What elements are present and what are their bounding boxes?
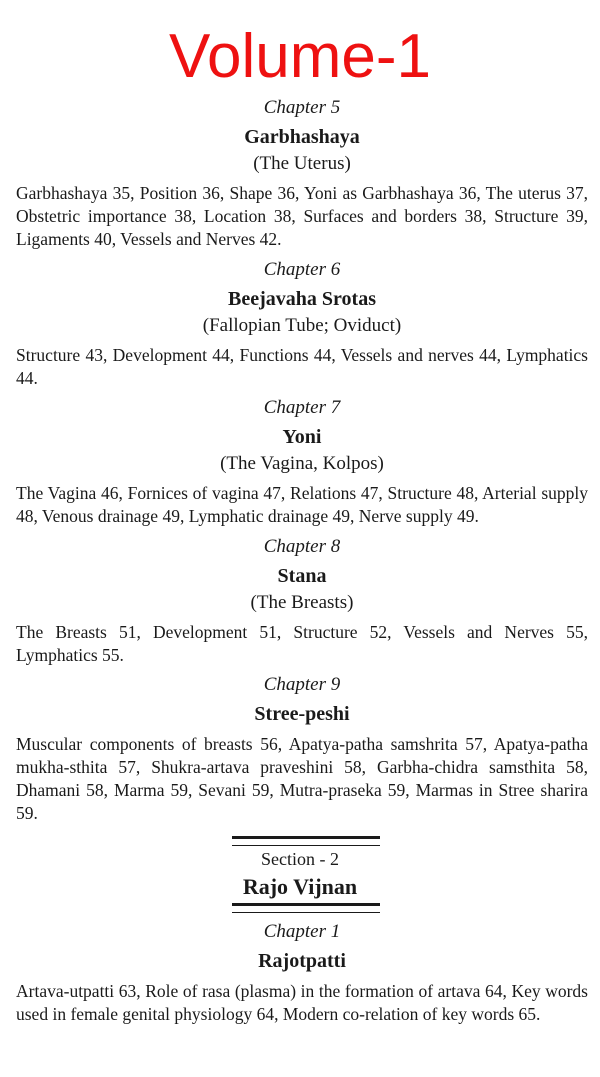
chapter-contents: Artava-utpatti 63, Role of rasa (plasma) in the formation of artava 64, Key words used in female genital physiology 64, Modern co-relation of key words 65. (16, 981, 588, 1024)
chapter-8-block (16, 535, 588, 667)
chapter-5-block (16, 96, 588, 251)
chapter-label: Chapter 8 (263, 536, 341, 557)
chapter-contents: Structure 43, Development 44, Functions 44, Vessels and nerves 44, Lymphatics 44. (16, 345, 588, 388)
chapter-6-block (16, 258, 588, 390)
chapter-subtitle: (Fallopian Tube; Oviduct) (202, 315, 402, 336)
chapter-name: Stana (277, 565, 327, 587)
chapter-name: Yoni (282, 426, 322, 448)
chapter-label: Chapter 9 (263, 674, 341, 695)
chapter-label: Chapter 7 (263, 397, 341, 418)
chapter-contents: Garbhashaya 35, Position 36, Shape 36, Yoni as Garbhashaya 36, The uterus 37, Obstetric importance 38, Location 38, Surfaces and borders 38, Structure 39, Ligaments 40, Vessels and Nerves 42. (16, 183, 588, 249)
chapter-label: Chapter 5 (263, 97, 341, 118)
section-name: Rajo Vijnan (242, 874, 358, 899)
section-top-rule (232, 836, 380, 846)
section-bottom-rule (232, 903, 380, 913)
chapter-name: Rajotpatti (258, 950, 346, 972)
chapter-contents: The Breasts 51, Development 51, Structure 52, Vessels and Nerves 55, Lymphatics 55. (16, 622, 588, 665)
chapter-subtitle: (The Vagina, Kolpos) (220, 453, 384, 474)
section-label: Section - 2 (261, 849, 339, 869)
chapter-label: Chapter 1 (263, 921, 341, 942)
chapter-name: Stree-peshi (254, 703, 350, 725)
chapter-9-block (16, 673, 588, 825)
chapter-7-block (16, 396, 588, 528)
chapter-subtitle: (The Uterus) (253, 153, 351, 174)
volume-title: Volume-1 (169, 22, 431, 91)
chapter-name: Beejavaha Srotas (228, 288, 376, 310)
chapter-name: Garbhashaya (244, 126, 360, 148)
chapter-label: Chapter 6 (263, 259, 341, 280)
chapter-subtitle: (The Breasts) (250, 592, 354, 613)
chapter-contents: The Vagina 46, Fornices of vagina 47, Relations 47, Structure 48, Arterial supply 48, Venous drainage 49, Lymphatic drainage 49, Nerve supply 49. (16, 483, 588, 526)
section-2-chapter-1-block (16, 920, 588, 1026)
chapter-contents: Muscular components of breasts 56, Apatya-patha samshrita 57, Apatya-patha mukha-sthita 57, Shukra-artava praveshini 58, Garbha-chidra samsthita 58, Dhamani 58, Marma 59, Sevani 59, Mutra-praseka 59, Marmas in Stree sharira 59. (16, 734, 588, 823)
